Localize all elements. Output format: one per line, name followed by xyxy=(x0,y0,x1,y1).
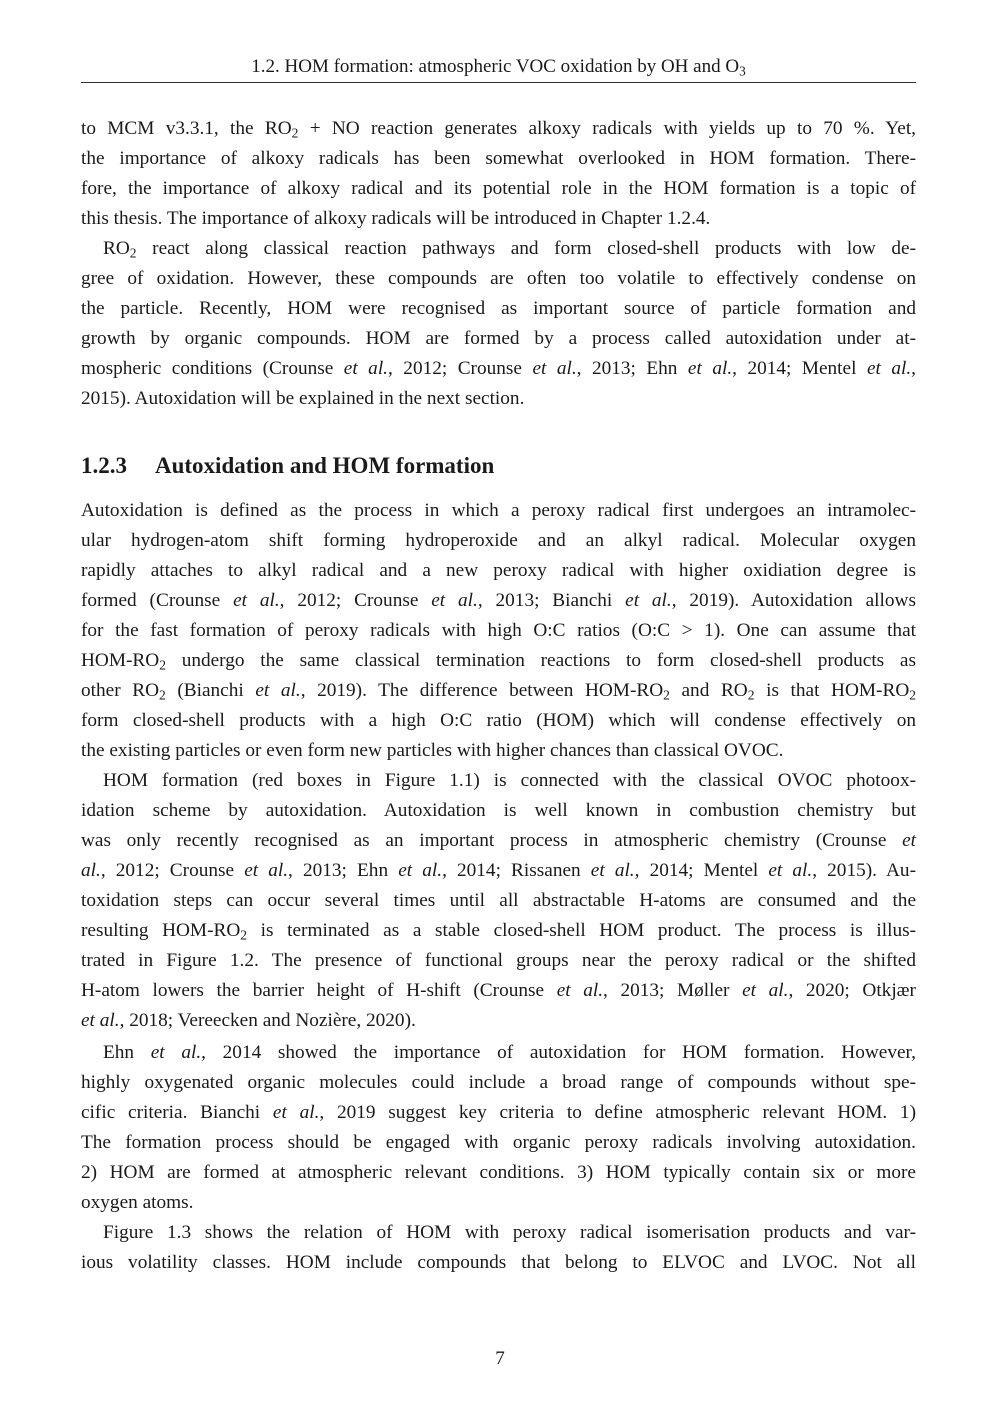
section-number: 1.2.3 xyxy=(81,453,127,478)
text-line: gree of oxidation. However, these compounds are often too volatile to effectively condense on xyxy=(81,268,916,289)
page-number: 7 xyxy=(495,1348,505,1369)
running-header-title: 1.2. HOM formation: atmospheric VOC oxidation by OH and $O_3$ xyxy=(251,56,746,79)
text-line: Ehn et al., 2014 showed the importance of autoxidation for HOM formation. However, xyxy=(103,1042,916,1063)
text-line: HOM-$RO_2$ undergo the same classical termination reactions to form closed-shell products as xyxy=(81,650,916,673)
text-line: the particle. Recently, HOM were recognised as important source of particle formation and xyxy=(81,298,916,319)
text-line: growth by organic compounds. HOM are formed by a process called autoxidation under at- xyxy=(81,328,916,349)
text-line: HOM formation (red boxes in Figure 1.1) is connected with the classical OVOC photoox- xyxy=(103,770,916,791)
text-line: trated in Figure 1.2. The presence of functional groups near the peroxy radical or the shifted xyxy=(81,950,916,971)
text-line: ular hydrogen-atom shift forming hydroperoxide and an alkyl radical. Molecular oxygen xyxy=(81,530,916,551)
text-line: was only recently recognised as an important process in atmospheric chemistry (Crounse et xyxy=(81,830,916,851)
text-line: toxidation steps can occur several times until all abstractable H-atoms are consumed and the xyxy=(81,890,916,911)
text-line: 2015). Autoxidation will be explained in the next section. xyxy=(81,388,525,409)
text-line: 2) HOM are formed at atmospheric relevant conditions. 3) HOM typically contain six or more xyxy=(81,1162,916,1183)
text-line: Figure 1.3 shows the relation of HOM with peroxy radical isomerisation products and var- xyxy=(103,1222,916,1243)
text-line: cific criteria. Bianchi et al., 2019 suggest key criteria to define atmospheric relevant HOM. 1) xyxy=(81,1102,916,1123)
text-line: other $RO_2$ (Bianchi et al., 2019). The difference between HOM-$RO_2$ and $RO_2$ is that HOM-$RO_2$ xyxy=(81,680,916,703)
text-line: resulting HOM-$RO_2$ is terminated as a stable closed-shell HOM product. The process is illus- xyxy=(81,920,917,943)
text-line: H-atom lowers the barrier height of H-shift (Crounse et al., 2013; Møller et al., 2020; Otkjær xyxy=(81,980,916,1001)
text-line: idation scheme by autoxidation. Autoxidation is well known in combustion chemistry but xyxy=(81,800,916,821)
text-line: highly oxygenated organic molecules could include a broad range of compounds without spe- xyxy=(81,1072,916,1093)
text-line: $RO_2$ react along classical reaction pathways and form closed-shell products with low de- xyxy=(103,238,916,261)
text-line: the existing particles or even form new particles with higher chances than classical OVOC. xyxy=(81,740,784,761)
text-line: The formation process should be engaged with organic peroxy radicals involving autoxidation. xyxy=(81,1132,916,1153)
text-line: mospheric conditions (Crounse et al., 2012; Crounse et al., 2013; Ehn et al., 2014; Mentel et al., xyxy=(81,358,916,379)
text-line: et al., 2018; Vereecken and Nozière, 2020). xyxy=(81,1010,416,1031)
section-title: Autoxidation and HOM formation xyxy=(155,453,495,478)
section-heading xyxy=(81,453,494,479)
text-line: to MCM v3.3.1, the $RO_2$ + NO reaction generates alkoxy radicals with yields up to 70 %. Yet, xyxy=(81,118,916,141)
text-line: rapidly attaches to alkyl radical and a new peroxy radical with higher oxidiation degree is xyxy=(81,560,916,581)
text-line: for the fast formation of peroxy radicals with high O:C ratios (O:C > 1). One can assume that xyxy=(81,620,916,641)
text-line: ious volatility classes. HOM include compounds that belong to ELVOC and LVOC. Not all xyxy=(81,1252,916,1273)
running-header xyxy=(81,54,916,83)
text-line: oxygen atoms. xyxy=(81,1192,194,1213)
text-line: this thesis. The importance of alkoxy radicals will be introduced in Chapter 1.2.4. xyxy=(81,208,711,229)
text-line: al., 2012; Crounse et al., 2013; Ehn et al., 2014; Rissanen et al., 2014; Mentel et al., 2015). Au- xyxy=(81,860,916,881)
text-line: form closed-shell products with a high O:C ratio (HOM) which will condense effectively on xyxy=(81,710,916,731)
text-line: the importance of alkoxy radicals has been somewhat overlooked in HOM formation. There- xyxy=(81,148,916,169)
text-line: fore, the importance of alkoxy radical and its potential role in the HOM formation is a topic of xyxy=(81,178,916,199)
text-line: Autoxidation is defined as the process in which a peroxy radical first undergoes an intramolec- xyxy=(81,500,916,521)
text-line: formed (Crounse et al., 2012; Crounse et al., 2013; Bianchi et al., 2019). Autoxidation allows xyxy=(81,590,916,611)
